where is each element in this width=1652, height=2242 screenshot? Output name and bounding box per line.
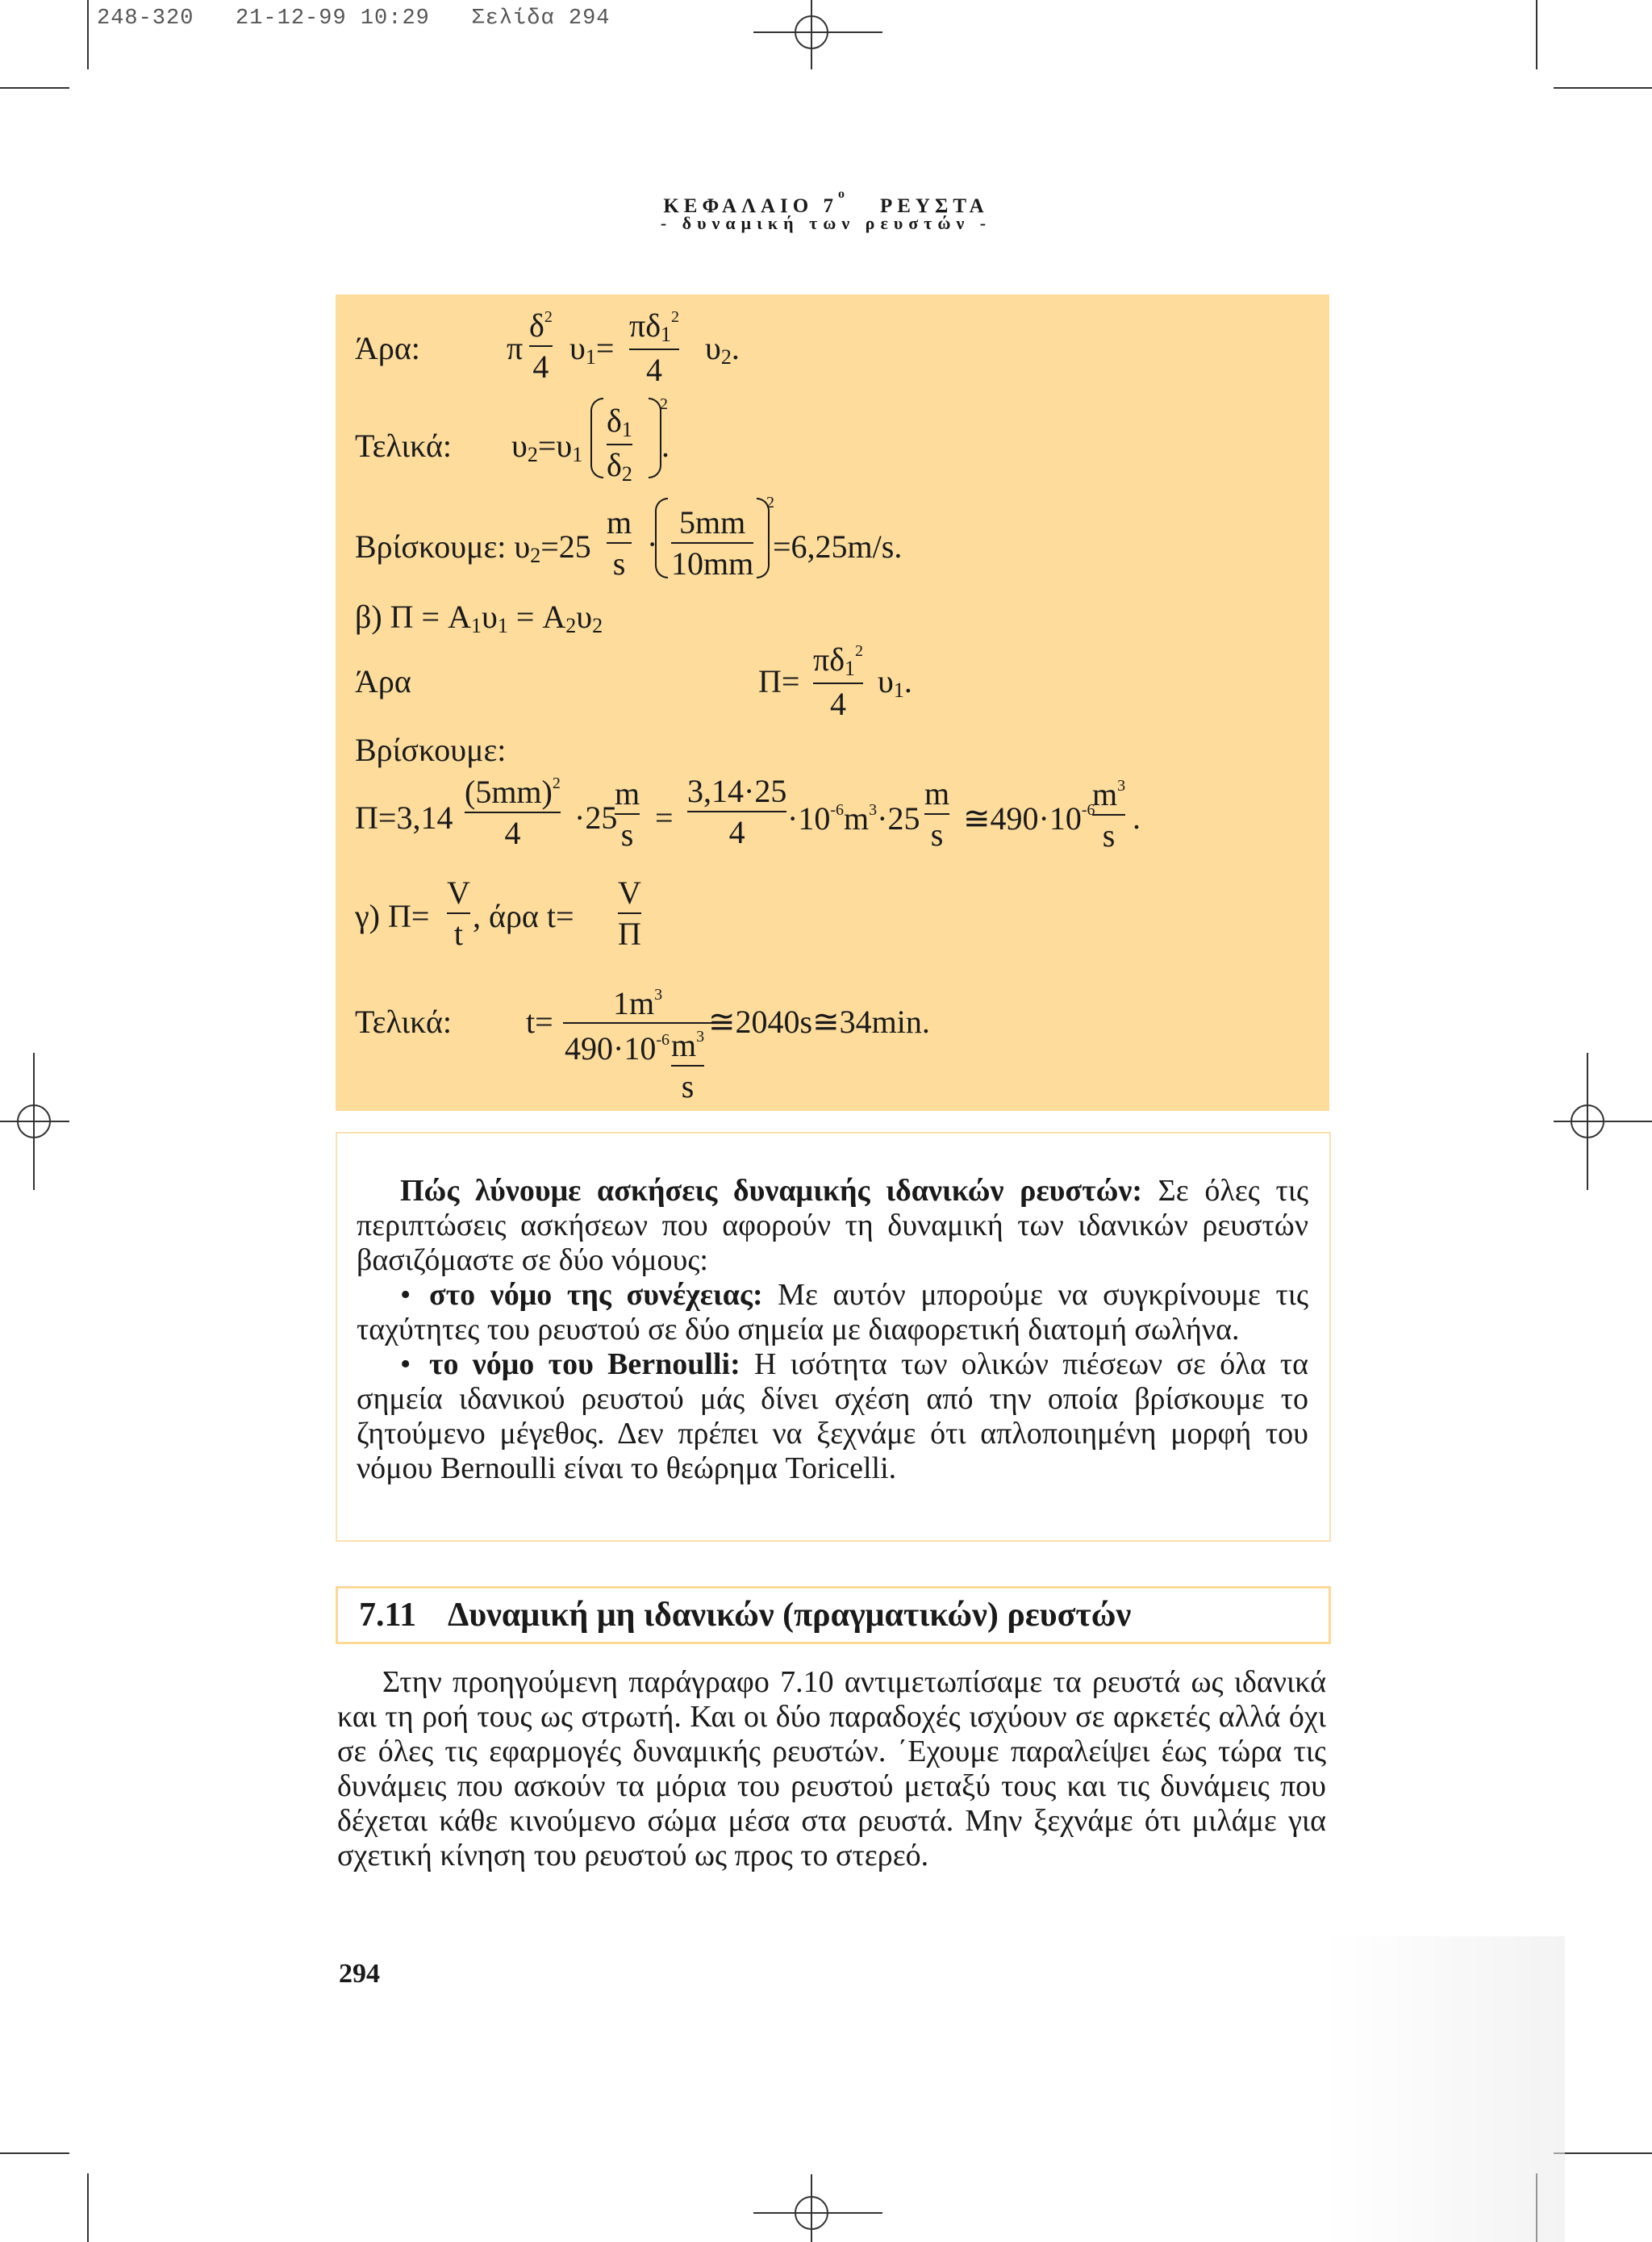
chapter-label: ΚΕΦΑΛΑΙΟ 7 [663, 195, 838, 217]
fraction [1092, 778, 1125, 852]
numerator: $\delta_1$ [607, 403, 632, 441]
fraction-bar [563, 1022, 716, 1024]
denominator: 4 [830, 686, 847, 722]
registration-mark-icon [753, 0, 882, 69]
crop-mark [0, 2152, 69, 2154]
approx-result: $≅490\cdot 10^{-6}$ [963, 800, 1095, 837]
power-term: $\cdot 10^{-6}m^3\cdot 25$ [787, 800, 920, 837]
registration-mark-icon [0, 1053, 69, 1190]
numerator: $1m^3$ [613, 985, 663, 1021]
left-parenthesis [655, 498, 668, 578]
print-slug: 248-320 21-12-99 10:29 Σελίδα 294 [97, 6, 611, 31]
fraction [618, 877, 641, 950]
denominator: $\delta_2$ [607, 447, 632, 486]
final-result: ≅2040s≅34min. [708, 1004, 930, 1040]
denominator: s [612, 545, 626, 582]
numerator: 3,14·25 [687, 773, 787, 809]
numerator: V [447, 875, 470, 911]
chapter-superscript: ο [837, 187, 845, 201]
fraction [465, 775, 561, 850]
fraction [671, 504, 754, 582]
denominator: s [1102, 817, 1116, 854]
result-velocity: =6,25m/s. [773, 528, 903, 565]
pi-symbol: π [507, 330, 524, 366]
bullet-icon: • [400, 1278, 411, 1312]
chapter-topic: ΡΕΥΣΤΑ [879, 195, 989, 217]
registration-mark-icon [1554, 1053, 1652, 1190]
bullet-2-title: το νόμο του Bernoulli: [429, 1347, 740, 1381]
numerator: $\pi\delta_1^2$ [813, 641, 864, 680]
bullet-icon: • [400, 1347, 411, 1381]
registration-mark-icon [753, 2174, 882, 2242]
left-parenthesis [590, 398, 603, 478]
numerator: $\pi\delta_1^2$ [629, 307, 680, 346]
ara-label: Άρα [355, 663, 411, 699]
beta-line: β) $\Pi = A_1\upsilon_1 = A_2\upsilon_2$ [355, 599, 603, 637]
numerator: $(5mm)^2$ [465, 774, 561, 810]
denominator: s [681, 1068, 695, 1104]
numerator: 5mm [679, 504, 746, 541]
fraction [687, 775, 786, 849]
fraction [629, 309, 679, 386]
bullet-2-text: Η ισότητα των ολικών πιέσεων σε όλα τα σημεία ιδανικού ρευστού μάς δίνει σχέση από την οποία βρίσκουμε το ζητούμενο μέγεθος. Δεν πρέπει να ξεχνάμε ότι απλοποιημένη μορφή του νόμου Bernoulli είναι το θεώρημα Toricelli. [357, 1347, 1308, 1485]
running-subheader: - δυναμική των ρευστών - [660, 213, 992, 233]
bullet-1-title: στο νόμο της συνέχειας: [429, 1278, 763, 1312]
fraction [615, 775, 640, 853]
ara-label: Άρα: [355, 330, 420, 366]
denominator: 4 [504, 815, 521, 851]
denominator: Π [618, 916, 641, 952]
flow-rate-calc: Π=3,14 [355, 800, 453, 836]
tip-intro: Σε όλες τις περιπτώσεις ασκήσεων που αφορούν τη δυναμική των ιδανικών ρευστών βασιζόμαστε σε δύο νόμους: [357, 1174, 1309, 1277]
page-number: 294 [339, 1959, 380, 1989]
fraction [529, 309, 553, 383]
denominator: s [620, 816, 634, 853]
crop-mark [1536, 0, 1537, 69]
equals-sign: = [655, 800, 674, 836]
crop-mark [87, 2173, 89, 2242]
crop-mark [1554, 87, 1652, 89]
gamma-line: γ) Π= [355, 898, 430, 934]
telika-label: Τελικά: [355, 1004, 453, 1040]
numerator: V [618, 875, 641, 911]
numerator: $m^3$ [671, 1027, 705, 1063]
denominator: s [930, 816, 944, 853]
dot: · [647, 526, 658, 562]
tip-box [336, 1132, 1331, 1542]
tip-text [357, 1174, 1308, 1486]
fraction [447, 877, 470, 950]
fraction [671, 1029, 704, 1103]
denominator: $490\cdot 10^{-6}$ [565, 1030, 670, 1067]
tip-title: Πώς λύνουμε ασκήσεις δυναμικής ιδανικών ρευστών: [400, 1174, 1143, 1208]
section-body: Στην προηγούμενη παράγραφο 7.10 αντιμετωπίσαμε τα ρευστά ως ιδανικά και τη ροή τους ως στρωτή. Και οι δύο παραδοχές ισχύουν σε αρκετές αλλά όχι σε όλες τις εφαρμογές δυναμικής ρευστών. ΄Εχουμε παραλείψει έως τώρα τις δυνάμεις που ασκούν τα μόρια του ρευστού μεταξύ τους και τις δυνάμεις που δέχεται κάθε κινούμενο σώμα μέσα στα ρευστά. Μην ξεχνάμε ότι μιλάμε για σχετική κίνηση του ρευστού ως προς το στερεό. [337, 1665, 1326, 1873]
bullet-1-text: Με αυτόν μπορούμε να συγκρίνουμε τις ταχύτητες του ρευστού σε δύο σημεία με διαφορετική διατομή σωλήνα. [357, 1278, 1308, 1346]
vriskoume-label: Βρίσκουμε: [355, 732, 507, 768]
denominator: 4 [646, 352, 663, 388]
denominator: 10mm [671, 545, 754, 582]
numerator: m [607, 504, 632, 541]
fraction [607, 405, 632, 485]
denominator: 4 [728, 814, 745, 850]
telika-label: Τελικά: [355, 428, 453, 464]
fraction [924, 775, 950, 853]
numerator: m [615, 775, 640, 812]
denominator: 4 [532, 349, 549, 385]
velocity-term: $\upsilon_1=$ [569, 330, 615, 369]
crop-mark [1554, 2152, 1652, 2154]
section-heading [336, 1586, 1331, 1644]
solution-box [336, 294, 1329, 1111]
exponent: 2 [660, 395, 668, 413]
flow-rate-symbol: Π= [758, 663, 800, 699]
page-edge-shadow [1323, 1936, 1565, 2242]
fraction [607, 504, 632, 582]
time-symbol: t= [526, 1004, 553, 1040]
period: . [661, 428, 670, 464]
section-number: 7.11 [359, 1597, 417, 1634]
section-title: Δυναμική μη ιδανικών (πραγματικών) ρευστών [448, 1597, 1132, 1634]
vriskoume-label: Βρίσκουμε: $\upsilon_2=25$ [355, 528, 591, 567]
denominator: t [453, 916, 463, 952]
numerator: m [924, 775, 950, 812]
ara-t: , άρα t= [473, 898, 574, 934]
factor-25: ·25 [574, 800, 618, 836]
numerator: $m^3$ [1092, 776, 1126, 812]
period: . [1133, 800, 1141, 836]
numerator: $\delta^2$ [529, 307, 553, 344]
velocity-term: $\upsilon_1$. [878, 663, 912, 702]
crop-mark [0, 87, 69, 89]
crop-mark [87, 0, 89, 69]
velocity-term: $\upsilon_2$. [705, 330, 740, 369]
exponent: 2 [766, 494, 774, 511]
fraction [813, 643, 863, 720]
velocity-term: $\upsilon_2=\upsilon_1$ [511, 428, 583, 466]
